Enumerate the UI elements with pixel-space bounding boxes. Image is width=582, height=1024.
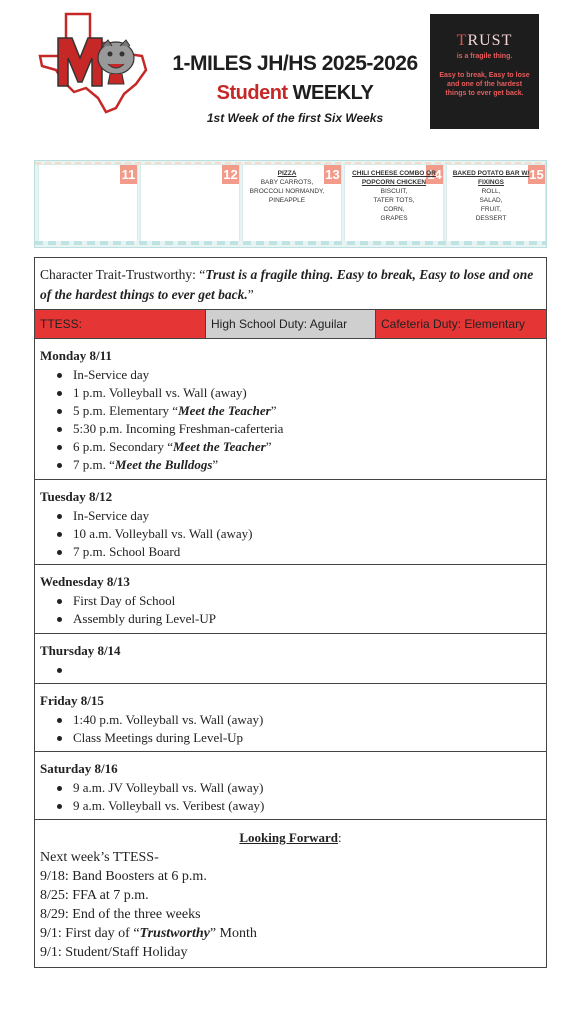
menu-day — [140, 164, 240, 244]
event-emphasis: Meet the Teacher — [173, 439, 266, 454]
day-section-tuesday — [35, 480, 546, 565]
menu-day-number: 15 — [529, 167, 544, 182]
event-text: 1:40 p.m. Volleyball vs. Wall (away) — [73, 712, 264, 727]
event-item — [35, 543, 546, 561]
day-section-thursday — [35, 634, 546, 684]
event-text: 7 p.m. “ — [73, 457, 115, 472]
event-text: 10 a.m. Volleyball vs. Wall (away) — [73, 526, 253, 541]
menu-meal — [247, 169, 327, 205]
menu-entree: BAKED POTATO BAR W/ FIXINGS — [452, 170, 530, 186]
day-heading: Friday 8/15 — [40, 693, 104, 708]
event-list — [35, 592, 546, 628]
event-text: ” — [212, 457, 219, 472]
menu-entree: CHILI CHEESE COMBO OR POPCORN CHICKEN — [352, 170, 436, 186]
menu-sides: BISCUIT, TATER TOTS, CORN, GRAPES — [373, 188, 415, 222]
looking-forward-title — [35, 830, 546, 846]
event-text: Class Meetings during Level-Up — [73, 730, 244, 745]
trust-line2: Easy to break, Easy to lose and one of the hardest things to ever get back. — [439, 72, 530, 97]
menu-sides: ROLL, SALAD, FRUIT, DESSERT — [475, 188, 507, 222]
forward-text: 9/1: Student/Staff Holiday — [40, 945, 188, 960]
menu-day-number: 13 — [325, 167, 340, 182]
event-text: 5 p.m. Elementary “ — [73, 403, 179, 418]
menu-entree: PIZZA — [277, 170, 297, 177]
event-list — [35, 507, 546, 561]
event-text: 9 a.m. JV Volleyball vs. Wall (away) — [73, 780, 264, 795]
ttess-cell: TTESS: — [35, 310, 206, 338]
event-text: 1 p.m. Volleyball vs. Wall (away) — [73, 385, 247, 400]
event-text: ” — [265, 439, 272, 454]
day-heading: Saturday 8/16 — [40, 761, 118, 776]
subtitle-student: Student — [216, 82, 288, 104]
forward-text: ” Month — [209, 926, 257, 941]
menu-day — [242, 164, 342, 244]
event-text: 9 a.m. Volleyball vs. Veribest (away) — [73, 798, 265, 813]
forward-line — [40, 905, 201, 924]
event-item — [35, 711, 546, 729]
character-suffix: ” — [247, 287, 254, 302]
forward-line — [40, 943, 188, 962]
menu-day — [446, 164, 546, 244]
trust-line1: is a fragile thing. — [456, 53, 513, 60]
cafeteria-duty-cell: Cafeteria Duty: Elementary — [376, 310, 546, 338]
event-item — [35, 456, 546, 474]
weekly-table — [34, 257, 547, 968]
looking-forward-colon: : — [337, 830, 342, 845]
event-item — [35, 797, 546, 815]
forward-text: 9/18: Band Boosters at 6 p.m. — [40, 869, 207, 884]
event-text: In-Service day — [73, 508, 150, 523]
forward-text: Next week’s TTESS- — [40, 850, 159, 865]
day-heading: Tuesday 8/12 — [40, 489, 113, 504]
event-item — [35, 420, 546, 438]
event-item — [35, 402, 546, 420]
event-emphasis: Meet the Teacher — [178, 403, 271, 418]
event-text: 5:30 p.m. Incoming Freshman-caferteria — [73, 421, 284, 436]
high-school-duty-cell: High School Duty: Aguilar — [206, 310, 376, 338]
subtitle-weekly: WEEKLY — [287, 82, 374, 104]
event-text: Assembly during Level-UP — [73, 611, 216, 626]
day-section-friday — [35, 684, 546, 752]
event-item — [35, 525, 546, 543]
event-text: ” — [270, 403, 277, 418]
page-subtitle — [150, 82, 440, 105]
event-item — [35, 507, 546, 525]
menu-day — [344, 164, 444, 244]
character-prefix: Character Trait-Trustworthy: “ — [40, 267, 206, 282]
trust-word: TRUST — [456, 32, 513, 49]
event-item — [35, 384, 546, 402]
school-logo — [38, 12, 148, 116]
event-text: 6 p.m. Secondary “ — [73, 439, 174, 454]
menu-meal — [451, 169, 531, 223]
day-heading: Thursday 8/14 — [40, 643, 121, 658]
lunch-menu — [34, 160, 547, 248]
day-section-saturday — [35, 752, 546, 820]
menu-meal — [349, 169, 439, 223]
menu-day-number: 12 — [223, 167, 238, 182]
forward-line — [40, 886, 149, 905]
forward-emphasis: Trustworthy — [139, 926, 210, 941]
event-list — [35, 779, 546, 815]
event-list — [35, 661, 546, 679]
event-item — [35, 438, 546, 456]
character-quote: Trust is a fragile thing. Easy to break, Easy to lose and one of the hardest things to ever get back. — [40, 267, 534, 302]
event-item — [35, 729, 546, 747]
event-item — [35, 610, 546, 628]
event-text: 7 p.m. School Board — [73, 544, 181, 559]
week-label: 1st Week of the first Six Weeks — [206, 111, 384, 125]
duty-row — [35, 310, 546, 339]
day-section-wednesday — [35, 565, 546, 634]
event-item — [35, 592, 546, 610]
event-item — [35, 779, 546, 797]
event-text: First Day of School — [73, 593, 176, 608]
forward-text: 9/1: First day of “ — [40, 926, 140, 941]
forward-line — [40, 924, 257, 943]
forward-text: 8/25: FFA at 7 p.m. — [40, 888, 149, 903]
menu-day-number: 14 — [427, 167, 442, 182]
event-item — [35, 366, 546, 384]
forward-text: 8/29: End of the three weeks — [40, 907, 201, 922]
looking-forward-heading: Looking Forward — [239, 830, 338, 845]
forward-line — [40, 867, 207, 886]
event-text: In-Service day — [73, 367, 150, 382]
looking-forward-section — [35, 820, 546, 967]
menu-day-number: 11 — [121, 167, 136, 182]
day-heading: Monday 8/11 — [40, 348, 112, 363]
event-list — [35, 366, 546, 474]
menu-sides: BABY CARROTS, BROCCOLI NORMANDY, PINEAPPLE — [249, 179, 325, 204]
page-title: 1-MILES JH/HS 2025-2026 — [172, 52, 418, 75]
forward-line — [40, 848, 159, 867]
menu-day — [38, 164, 138, 244]
trust-poster — [430, 14, 539, 129]
day-heading: Wednesday 8/13 — [40, 574, 130, 589]
event-list — [35, 711, 546, 747]
day-section-monday — [35, 339, 546, 480]
event-emphasis: Meet the Bulldogs — [114, 457, 213, 472]
character-trait — [35, 258, 546, 310]
event-item — [35, 661, 546, 679]
